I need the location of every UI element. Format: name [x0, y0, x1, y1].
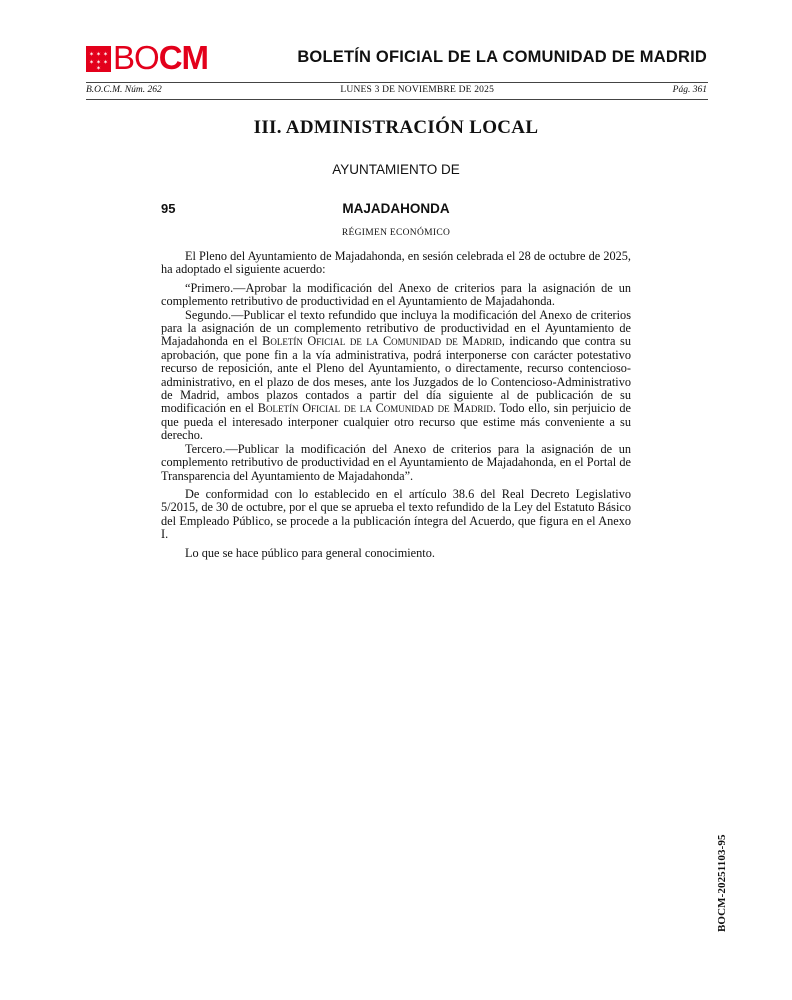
- document-code: BOCM-20251103-95: [716, 834, 728, 932]
- bocm-logo: [86, 39, 209, 76]
- paragraph-intro: El Pleno del Ayuntamiento de Majadahonda, en sesión celebrada el 28 de octubre de 2025, ha adoptado el siguiente acuerdo:: [161, 249, 631, 277]
- issue-meta-row: [86, 85, 707, 95]
- logo-wordmark: BOCM: [113, 39, 209, 76]
- header-divider-bottom: [86, 99, 708, 100]
- section-title: III. ADMINISTRACIÓN LOCAL: [253, 117, 539, 138]
- bocm-reference: Boletín Oficial de la Comunidad de Madrid: [262, 334, 502, 349]
- bocm-reference: Boletín Oficial de la Comunidad de Madrid: [257, 401, 493, 416]
- paragraph-tercero: Tercero.—Publicar la modificación del Anexo de criterios para la asignación de un complemento retributivo de productividad en el Ayuntamiento de Majadahonda, en el Portal de Transparencia del Ayuntamiento de Majadahonda”.: [161, 441, 631, 483]
- page-number: Pág. 361: [672, 85, 707, 95]
- subject-heading: RÉGIMEN ECONÓMICO: [341, 228, 451, 238]
- announcement-body: [161, 250, 631, 560]
- issue-date: LUNES 3 DE NOVIEMBRE DE 2025: [340, 85, 495, 95]
- madrid-flag-icon: ✶ ✶ ✶ ✶ ✶ ✶ ✶: [86, 46, 111, 72]
- issue-number: B.O.C.M. Núm. 262: [86, 85, 162, 95]
- paragraph-legal-basis: De conformidad con lo establecido en el artículo 38.6 del Real Decreto Legislativo 5/2015, de 30 de octubre, por el que se aprueba el texto refundido de la Ley del Estatuto Básico del Empleado Público, se procede a la publicación íntegra del Acuerdo, que figura en el Anexo I.: [161, 486, 631, 542]
- paragraph-segundo: Segundo.—Publicar el texto refundido que incluya la modificación del Anexo de criterios para la asignación de un complemento retributivo de productividad en el Ayuntamiento de Majadahonda en el Boletín Oficial de la Comunidad de Madrid, indicando que contra su aprobación, que pone fin a la vía administrativa, podrá interponerse con carácter potestativo recurso de reposición, ante el Pleno del Ayuntamiento, o directamente, recurso contencioso-administrativo, en el plazo de dos meses, ante los Juzgados de lo Contencioso-Administrativo de Madrid, ambos plazos contados a partir del día siguiente al de publicación de su modificación en el Boletín Oficial de la Comunidad de Madrid. Todo ello, sin perjuicio de que pueda el interesado interponer cualquier otro recurso que estime más conveniente a su derecho.: [161, 307, 631, 443]
- entry-number: 95: [161, 201, 176, 216]
- paragraph-closing: Lo que se hace público para general conocimiento.: [185, 545, 435, 560]
- header-divider-top: [86, 82, 708, 83]
- paragraph-primero: “Primero.—Aprobar la modificación del Anexo de criterios para la asignación de un complemento retributivo de productividad en el Ayuntamiento de Majadahonda.: [161, 280, 631, 309]
- bulletin-title: BOLETÍN OFICIAL DE LA COMUNIDAD DE MADRID: [297, 48, 707, 66]
- organization-line: AYUNTAMIENTO DE: [332, 162, 460, 177]
- municipality-name: MAJADAHONDA: [342, 201, 450, 216]
